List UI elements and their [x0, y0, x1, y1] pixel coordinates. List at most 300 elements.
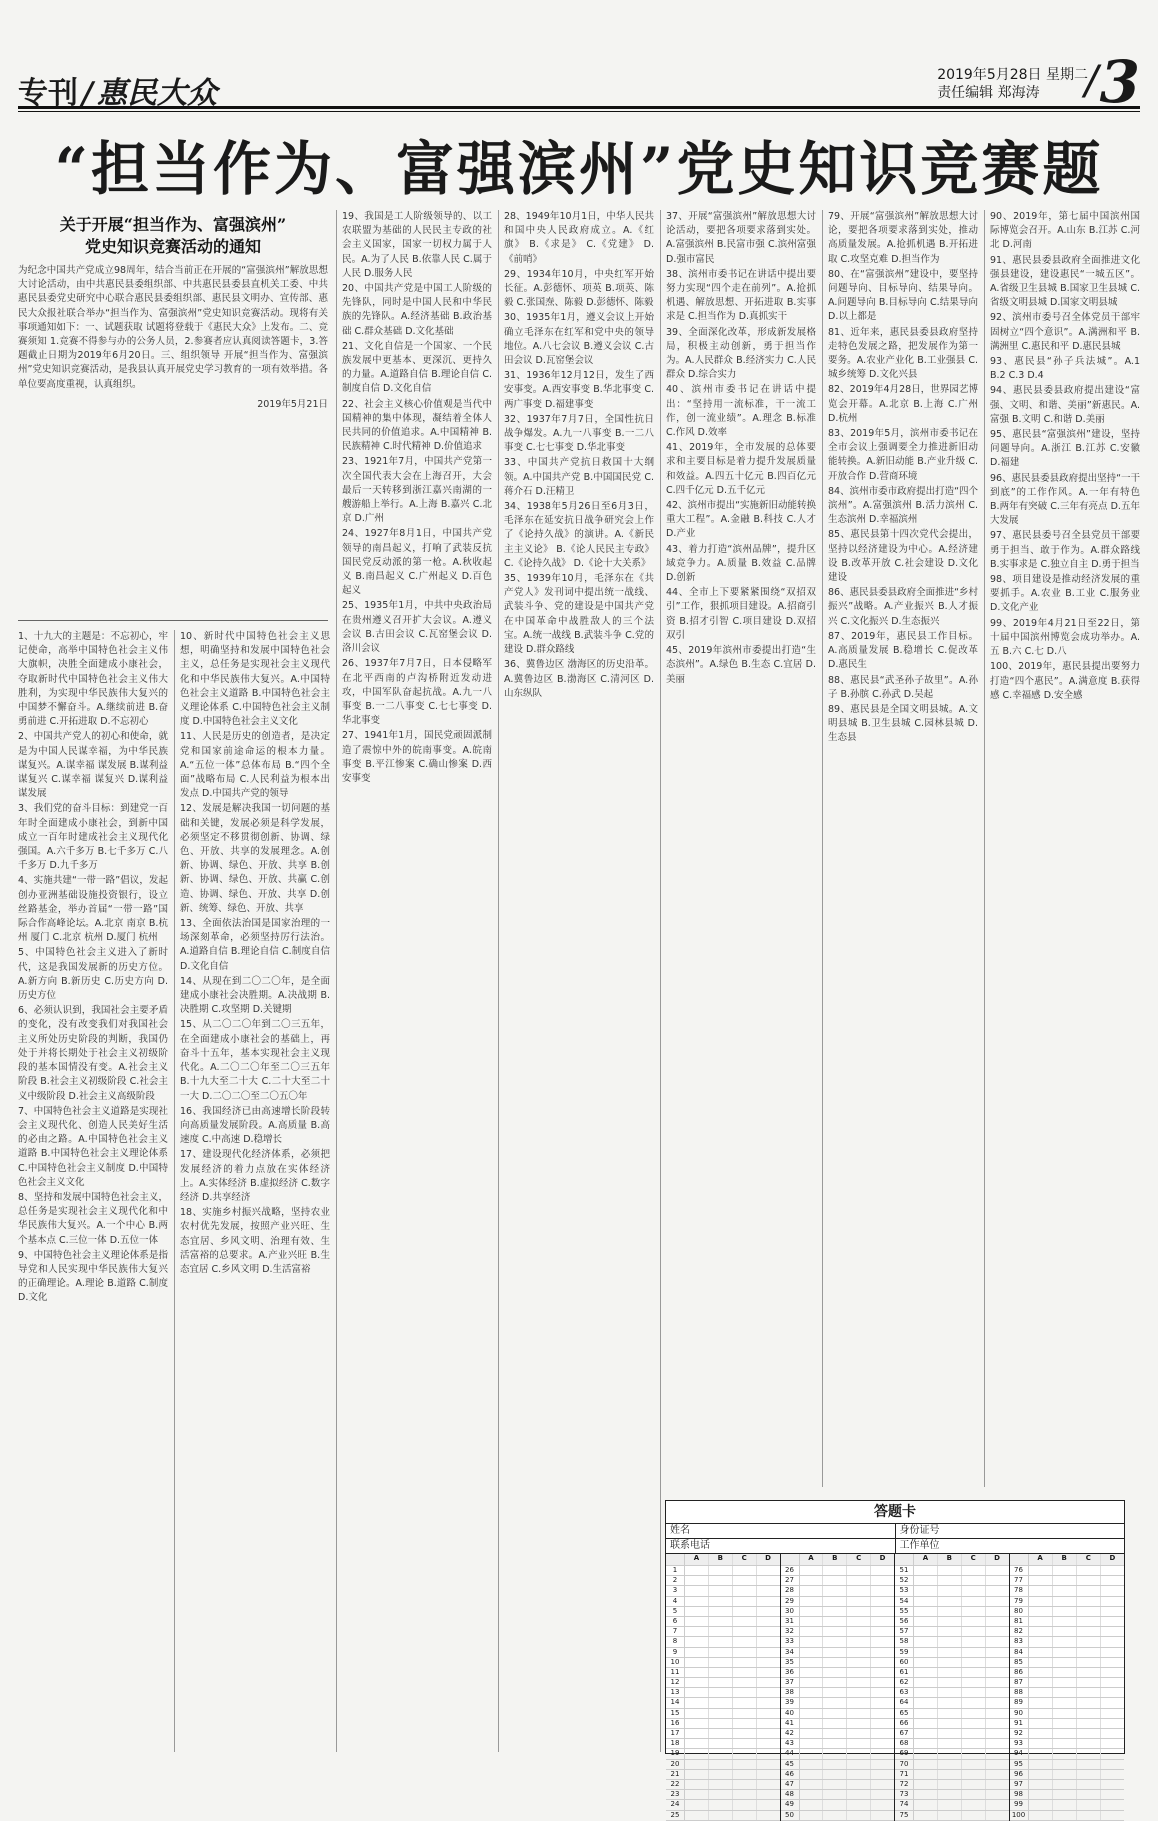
- answer-cell[interactable]: [1029, 1688, 1053, 1697]
- answer-cell[interactable]: [685, 1790, 709, 1799]
- answer-cell[interactable]: [986, 1709, 1009, 1718]
- answer-cell[interactable]: [733, 1811, 757, 1820]
- answer-cell[interactable]: [962, 1648, 986, 1657]
- answer-cell[interactable]: [962, 1760, 986, 1769]
- answer-cell[interactable]: [986, 1576, 1009, 1585]
- answer-cell[interactable]: [1101, 1760, 1124, 1769]
- answer-cell[interactable]: [733, 1760, 757, 1769]
- answer-cell[interactable]: [847, 1719, 871, 1728]
- answer-cell[interactable]: [1101, 1698, 1124, 1707]
- answer-cell[interactable]: [709, 1709, 733, 1718]
- answer-cell[interactable]: [800, 1658, 824, 1667]
- answer-cell[interactable]: [757, 1597, 780, 1606]
- answer-cell[interactable]: [914, 1576, 938, 1585]
- answer-cell[interactable]: [938, 1749, 962, 1758]
- answer-cell[interactable]: [1101, 1617, 1124, 1626]
- answer-cell[interactable]: [986, 1668, 1009, 1677]
- answer-cell[interactable]: [962, 1607, 986, 1616]
- answer-cell[interactable]: [823, 1739, 847, 1748]
- answer-cell[interactable]: [938, 1770, 962, 1779]
- answer-cell[interactable]: [709, 1576, 733, 1585]
- answer-cell[interactable]: [871, 1648, 894, 1657]
- answer-cell[interactable]: [847, 1678, 871, 1687]
- answer-cell[interactable]: [1101, 1800, 1124, 1809]
- answer-cell[interactable]: [938, 1790, 962, 1799]
- answer-cell[interactable]: [871, 1607, 894, 1616]
- answer-cell[interactable]: [800, 1648, 824, 1657]
- answer-cell[interactable]: [914, 1617, 938, 1626]
- answer-cell[interactable]: [962, 1780, 986, 1789]
- answer-cell[interactable]: [1077, 1770, 1101, 1779]
- answer-cell[interactable]: [733, 1719, 757, 1728]
- answer-cell[interactable]: [938, 1566, 962, 1575]
- answer-cell[interactable]: [847, 1770, 871, 1779]
- answer-cell[interactable]: [986, 1597, 1009, 1606]
- answer-cell[interactable]: [709, 1586, 733, 1595]
- answer-cell[interactable]: [757, 1760, 780, 1769]
- answer-cell[interactable]: [1029, 1627, 1053, 1636]
- answer-cell[interactable]: [847, 1698, 871, 1707]
- answer-cell[interactable]: [1029, 1658, 1053, 1667]
- answer-cell[interactable]: [823, 1698, 847, 1707]
- answer-cell[interactable]: [800, 1760, 824, 1769]
- answer-cell[interactable]: [938, 1617, 962, 1626]
- answer-cell[interactable]: [914, 1586, 938, 1595]
- answer-cell[interactable]: [757, 1637, 780, 1646]
- answer-cell[interactable]: [800, 1678, 824, 1687]
- answer-cell[interactable]: [962, 1637, 986, 1646]
- answer-cell[interactable]: [962, 1811, 986, 1820]
- answer-cell[interactable]: [733, 1770, 757, 1779]
- answer-cell[interactable]: [847, 1709, 871, 1718]
- answer-cell[interactable]: [685, 1566, 709, 1575]
- answer-cell[interactable]: [871, 1668, 894, 1677]
- answer-cell[interactable]: [685, 1576, 709, 1585]
- answer-cell[interactable]: [847, 1790, 871, 1799]
- answer-cell[interactable]: [962, 1576, 986, 1585]
- answer-cell[interactable]: [986, 1658, 1009, 1667]
- answer-cell[interactable]: [1077, 1709, 1101, 1718]
- answer-cell[interactable]: [871, 1770, 894, 1779]
- answer-cell[interactable]: [914, 1719, 938, 1728]
- answer-cell[interactable]: [757, 1617, 780, 1626]
- answer-cell[interactable]: [914, 1597, 938, 1606]
- answer-cell[interactable]: [685, 1648, 709, 1657]
- answer-cell[interactable]: [733, 1617, 757, 1626]
- answer-cell[interactable]: [757, 1688, 780, 1697]
- answer-cell[interactable]: [914, 1658, 938, 1667]
- answer-cell[interactable]: [709, 1760, 733, 1769]
- answer-cell[interactable]: [914, 1739, 938, 1748]
- answer-cell[interactable]: [757, 1627, 780, 1636]
- answer-cell[interactable]: [986, 1566, 1009, 1575]
- answer-cell[interactable]: [1029, 1668, 1053, 1677]
- answer-cell[interactable]: [733, 1637, 757, 1646]
- answer-cell[interactable]: [1053, 1698, 1077, 1707]
- answer-cell[interactable]: [847, 1668, 871, 1677]
- answer-cell[interactable]: [1101, 1648, 1124, 1657]
- answer-cell[interactable]: [871, 1576, 894, 1585]
- answer-cell[interactable]: [986, 1627, 1009, 1636]
- answer-cell[interactable]: [1053, 1678, 1077, 1687]
- answer-cell[interactable]: [1077, 1586, 1101, 1595]
- answer-cell[interactable]: [1101, 1668, 1124, 1677]
- answer-cell[interactable]: [1029, 1586, 1053, 1595]
- answer-cell[interactable]: [914, 1800, 938, 1809]
- answer-cell[interactable]: [986, 1770, 1009, 1779]
- answer-cell[interactable]: [709, 1597, 733, 1606]
- answer-cell[interactable]: [685, 1760, 709, 1769]
- answer-cell[interactable]: [1053, 1709, 1077, 1718]
- answer-cell[interactable]: [962, 1668, 986, 1677]
- answer-cell[interactable]: [757, 1800, 780, 1809]
- answer-cell[interactable]: [871, 1719, 894, 1728]
- answer-cell[interactable]: [823, 1586, 847, 1595]
- answer-cell[interactable]: [938, 1760, 962, 1769]
- answer-cell[interactable]: [1077, 1617, 1101, 1626]
- answer-cell[interactable]: [1077, 1648, 1101, 1657]
- answer-cell[interactable]: [709, 1668, 733, 1677]
- answer-cell[interactable]: [733, 1749, 757, 1758]
- answer-cell[interactable]: [757, 1739, 780, 1748]
- answer-cell[interactable]: [823, 1760, 847, 1769]
- answer-cell[interactable]: [1101, 1658, 1124, 1667]
- answer-cell[interactable]: [709, 1811, 733, 1820]
- answer-cell[interactable]: [962, 1597, 986, 1606]
- answer-cell[interactable]: [1077, 1658, 1101, 1667]
- answer-cell[interactable]: [685, 1709, 709, 1718]
- answer-cell[interactable]: [914, 1770, 938, 1779]
- answer-cell[interactable]: [800, 1749, 824, 1758]
- answer-cell[interactable]: [938, 1698, 962, 1707]
- answer-cell[interactable]: [733, 1627, 757, 1636]
- answer-cell[interactable]: [1077, 1566, 1101, 1575]
- answer-cell[interactable]: [1077, 1627, 1101, 1636]
- answer-cell[interactable]: [1077, 1760, 1101, 1769]
- answer-cell[interactable]: [962, 1698, 986, 1707]
- answer-cell[interactable]: [914, 1811, 938, 1820]
- answer-cell[interactable]: [757, 1566, 780, 1575]
- answer-cell[interactable]: [1101, 1566, 1124, 1575]
- answer-cell[interactable]: [847, 1648, 871, 1657]
- answer-cell[interactable]: [1053, 1719, 1077, 1728]
- answer-cell[interactable]: [1029, 1648, 1053, 1657]
- answer-cell[interactable]: [914, 1688, 938, 1697]
- answer-cell[interactable]: [800, 1739, 824, 1748]
- answer-cell[interactable]: [757, 1586, 780, 1595]
- answer-cell[interactable]: [685, 1658, 709, 1667]
- answer-cell[interactable]: [986, 1678, 1009, 1687]
- answer-cell[interactable]: [823, 1811, 847, 1820]
- answer-cell[interactable]: [1077, 1811, 1101, 1820]
- answer-cell[interactable]: [1101, 1709, 1124, 1718]
- answer-cell[interactable]: [733, 1709, 757, 1718]
- answer-cell[interactable]: [823, 1627, 847, 1636]
- answer-cell[interactable]: [733, 1566, 757, 1575]
- answer-cell[interactable]: [709, 1688, 733, 1697]
- answer-cell[interactable]: [709, 1749, 733, 1758]
- answer-cell[interactable]: [1029, 1811, 1053, 1820]
- answer-cell[interactable]: [823, 1668, 847, 1677]
- answer-cell[interactable]: [757, 1709, 780, 1718]
- answer-cell[interactable]: [733, 1790, 757, 1799]
- answer-cell[interactable]: [1029, 1739, 1053, 1748]
- answer-cell[interactable]: [962, 1719, 986, 1728]
- answer-cell[interactable]: [986, 1760, 1009, 1769]
- answer-cell[interactable]: [733, 1607, 757, 1616]
- answer-cell[interactable]: [733, 1586, 757, 1595]
- answer-cell[interactable]: [1077, 1719, 1101, 1728]
- answer-cell[interactable]: [1077, 1637, 1101, 1646]
- answer-cell[interactable]: [733, 1668, 757, 1677]
- answer-cell[interactable]: [1029, 1709, 1053, 1718]
- answer-cell[interactable]: [1053, 1597, 1077, 1606]
- answer-cell[interactable]: [757, 1719, 780, 1728]
- answer-cell[interactable]: [986, 1811, 1009, 1820]
- answer-cell[interactable]: [823, 1790, 847, 1799]
- answer-cell[interactable]: [1077, 1688, 1101, 1697]
- answer-cell[interactable]: [1029, 1780, 1053, 1789]
- answer-cell[interactable]: [1053, 1780, 1077, 1789]
- answer-cell[interactable]: [938, 1627, 962, 1636]
- answer-cell[interactable]: [709, 1617, 733, 1626]
- answer-cell[interactable]: [757, 1749, 780, 1758]
- answer-cell[interactable]: [962, 1678, 986, 1687]
- answer-cell[interactable]: [800, 1627, 824, 1636]
- answer-cell[interactable]: [871, 1780, 894, 1789]
- answer-cell[interactable]: [1101, 1770, 1124, 1779]
- answer-cell[interactable]: [938, 1658, 962, 1667]
- answer-cell[interactable]: [914, 1729, 938, 1738]
- answer-cell[interactable]: [800, 1586, 824, 1595]
- answer-cell[interactable]: [757, 1811, 780, 1820]
- answer-cell[interactable]: [733, 1648, 757, 1657]
- answer-cell[interactable]: [800, 1811, 824, 1820]
- answer-cell[interactable]: [1077, 1800, 1101, 1809]
- answer-cell[interactable]: [1101, 1811, 1124, 1820]
- answer-cell[interactable]: [1053, 1637, 1077, 1646]
- answer-cell[interactable]: [938, 1729, 962, 1738]
- answer-cell[interactable]: [847, 1607, 871, 1616]
- answer-cell[interactable]: [1077, 1607, 1101, 1616]
- answer-cell[interactable]: [871, 1566, 894, 1575]
- answer-cell[interactable]: [1053, 1658, 1077, 1667]
- answer-cell[interactable]: [986, 1749, 1009, 1758]
- answer-cell[interactable]: [1053, 1800, 1077, 1809]
- answer-cell[interactable]: [938, 1607, 962, 1616]
- answer-cell[interactable]: [823, 1800, 847, 1809]
- answer-cell[interactable]: [938, 1678, 962, 1687]
- answer-cell[interactable]: [1029, 1790, 1053, 1799]
- answer-cell[interactable]: [847, 1811, 871, 1820]
- answer-cell[interactable]: [962, 1627, 986, 1636]
- answer-cell[interactable]: [733, 1780, 757, 1789]
- answer-cell[interactable]: [757, 1678, 780, 1687]
- answer-cell[interactable]: [1029, 1760, 1053, 1769]
- answer-cell[interactable]: [1101, 1586, 1124, 1595]
- answer-cell[interactable]: [685, 1811, 709, 1820]
- answer-cell[interactable]: [871, 1637, 894, 1646]
- answer-cell[interactable]: [871, 1729, 894, 1738]
- answer-cell[interactable]: [823, 1678, 847, 1687]
- answer-cell[interactable]: [733, 1729, 757, 1738]
- answer-cell[interactable]: [1101, 1627, 1124, 1636]
- answer-cell[interactable]: [1029, 1729, 1053, 1738]
- answer-cell[interactable]: [823, 1749, 847, 1758]
- answer-cell[interactable]: [938, 1709, 962, 1718]
- answer-cell[interactable]: [709, 1678, 733, 1687]
- answer-cell[interactable]: [914, 1607, 938, 1616]
- answer-cell[interactable]: [938, 1688, 962, 1697]
- answer-cell[interactable]: [800, 1617, 824, 1626]
- answer-cell[interactable]: [847, 1688, 871, 1697]
- answer-cell[interactable]: [685, 1749, 709, 1758]
- answer-cell[interactable]: [709, 1800, 733, 1809]
- answer-cell[interactable]: [871, 1739, 894, 1748]
- answer-cell[interactable]: [685, 1597, 709, 1606]
- answer-cell[interactable]: [938, 1800, 962, 1809]
- answer-cell[interactable]: [733, 1739, 757, 1748]
- answer-cell[interactable]: [757, 1770, 780, 1779]
- answer-cell[interactable]: [1053, 1790, 1077, 1799]
- id-field[interactable]: 身份证号: [899, 1525, 940, 1536]
- answer-cell[interactable]: [871, 1790, 894, 1799]
- answer-cell[interactable]: [1029, 1749, 1053, 1758]
- answer-cell[interactable]: [823, 1709, 847, 1718]
- answer-cell[interactable]: [871, 1586, 894, 1595]
- answer-cell[interactable]: [1101, 1678, 1124, 1687]
- phone-field[interactable]: 联系电话: [666, 1539, 896, 1553]
- answer-cell[interactable]: [938, 1597, 962, 1606]
- answer-cell[interactable]: [757, 1648, 780, 1657]
- answer-cell[interactable]: [800, 1607, 824, 1616]
- answer-cell[interactable]: [1053, 1668, 1077, 1677]
- answer-cell[interactable]: [685, 1770, 709, 1779]
- answer-cell[interactable]: [733, 1678, 757, 1687]
- answer-cell[interactable]: [962, 1658, 986, 1667]
- answer-cell[interactable]: [914, 1637, 938, 1646]
- answer-cell[interactable]: [709, 1566, 733, 1575]
- answer-cell[interactable]: [709, 1729, 733, 1738]
- answer-cell[interactable]: [1029, 1678, 1053, 1687]
- answer-cell[interactable]: [1101, 1576, 1124, 1585]
- answer-cell[interactable]: [685, 1586, 709, 1595]
- answer-cell[interactable]: [709, 1739, 733, 1748]
- answer-cell[interactable]: [1053, 1627, 1077, 1636]
- answer-cell[interactable]: [1077, 1780, 1101, 1789]
- answer-cell[interactable]: [685, 1678, 709, 1687]
- answer-cell[interactable]: [1101, 1607, 1124, 1616]
- answer-cell[interactable]: [986, 1637, 1009, 1646]
- answer-cell[interactable]: [871, 1617, 894, 1626]
- answer-cell[interactable]: [800, 1688, 824, 1697]
- unit-field[interactable]: 工作单位: [899, 1540, 940, 1551]
- answer-cell[interactable]: [733, 1800, 757, 1809]
- answer-cell[interactable]: [1053, 1648, 1077, 1657]
- answer-cell[interactable]: [800, 1790, 824, 1799]
- answer-cell[interactable]: [1053, 1729, 1077, 1738]
- answer-cell[interactable]: [938, 1576, 962, 1585]
- answer-cell[interactable]: [685, 1698, 709, 1707]
- answer-cell[interactable]: [800, 1566, 824, 1575]
- answer-cell[interactable]: [1029, 1576, 1053, 1585]
- answer-cell[interactable]: [823, 1719, 847, 1728]
- answer-cell[interactable]: [709, 1719, 733, 1728]
- answer-cell[interactable]: [823, 1637, 847, 1646]
- answer-cell[interactable]: [1077, 1749, 1101, 1758]
- answer-cell[interactable]: [871, 1658, 894, 1667]
- answer-cell[interactable]: [1053, 1688, 1077, 1697]
- answer-cell[interactable]: [986, 1586, 1009, 1595]
- answer-cell[interactable]: [914, 1790, 938, 1799]
- answer-cell[interactable]: [733, 1576, 757, 1585]
- answer-cell[interactable]: [986, 1617, 1009, 1626]
- answer-cell[interactable]: [823, 1658, 847, 1667]
- answer-cell[interactable]: [847, 1658, 871, 1667]
- answer-cell[interactable]: [823, 1688, 847, 1697]
- answer-cell[interactable]: [733, 1688, 757, 1697]
- answer-cell[interactable]: [800, 1668, 824, 1677]
- answer-cell[interactable]: [847, 1760, 871, 1769]
- answer-cell[interactable]: [800, 1729, 824, 1738]
- answer-cell[interactable]: [757, 1576, 780, 1585]
- answer-cell[interactable]: [1029, 1566, 1053, 1575]
- answer-cell[interactable]: [986, 1739, 1009, 1748]
- answer-cell[interactable]: [757, 1698, 780, 1707]
- answer-cell[interactable]: [685, 1719, 709, 1728]
- answer-cell[interactable]: [757, 1790, 780, 1799]
- answer-cell[interactable]: [986, 1719, 1009, 1728]
- answer-cell[interactable]: [757, 1668, 780, 1677]
- answer-cell[interactable]: [938, 1811, 962, 1820]
- answer-cell[interactable]: [800, 1576, 824, 1585]
- answer-cell[interactable]: [709, 1648, 733, 1657]
- answer-cell[interactable]: [914, 1698, 938, 1707]
- answer-cell[interactable]: [871, 1688, 894, 1697]
- answer-cell[interactable]: [871, 1709, 894, 1718]
- answer-cell[interactable]: [685, 1800, 709, 1809]
- answer-cell[interactable]: [1101, 1637, 1124, 1646]
- answer-cell[interactable]: [847, 1729, 871, 1738]
- answer-cell[interactable]: [823, 1566, 847, 1575]
- answer-cell[interactable]: [685, 1627, 709, 1636]
- answer-cell[interactable]: [847, 1597, 871, 1606]
- answer-cell[interactable]: [685, 1688, 709, 1697]
- answer-cell[interactable]: [1101, 1790, 1124, 1799]
- answer-cell[interactable]: [757, 1607, 780, 1616]
- answer-cell[interactable]: [938, 1648, 962, 1657]
- answer-cell[interactable]: [986, 1648, 1009, 1657]
- answer-cell[interactable]: [986, 1800, 1009, 1809]
- answer-cell[interactable]: [1029, 1637, 1053, 1646]
- answer-cell[interactable]: [1029, 1607, 1053, 1616]
- answer-cell[interactable]: [962, 1709, 986, 1718]
- answer-cell[interactable]: [1101, 1780, 1124, 1789]
- answer-cell[interactable]: [1053, 1749, 1077, 1758]
- answer-cell[interactable]: [1077, 1739, 1101, 1748]
- answer-cell[interactable]: [962, 1617, 986, 1626]
- answer-cell[interactable]: [823, 1576, 847, 1585]
- answer-cell[interactable]: [733, 1597, 757, 1606]
- answer-cell[interactable]: [914, 1760, 938, 1769]
- answer-cell[interactable]: [871, 1760, 894, 1769]
- answer-cell[interactable]: [1101, 1739, 1124, 1748]
- answer-cell[interactable]: [1029, 1617, 1053, 1626]
- answer-cell[interactable]: [800, 1597, 824, 1606]
- answer-cell[interactable]: [986, 1607, 1009, 1616]
- answer-cell[interactable]: [938, 1637, 962, 1646]
- answer-cell[interactable]: [757, 1780, 780, 1789]
